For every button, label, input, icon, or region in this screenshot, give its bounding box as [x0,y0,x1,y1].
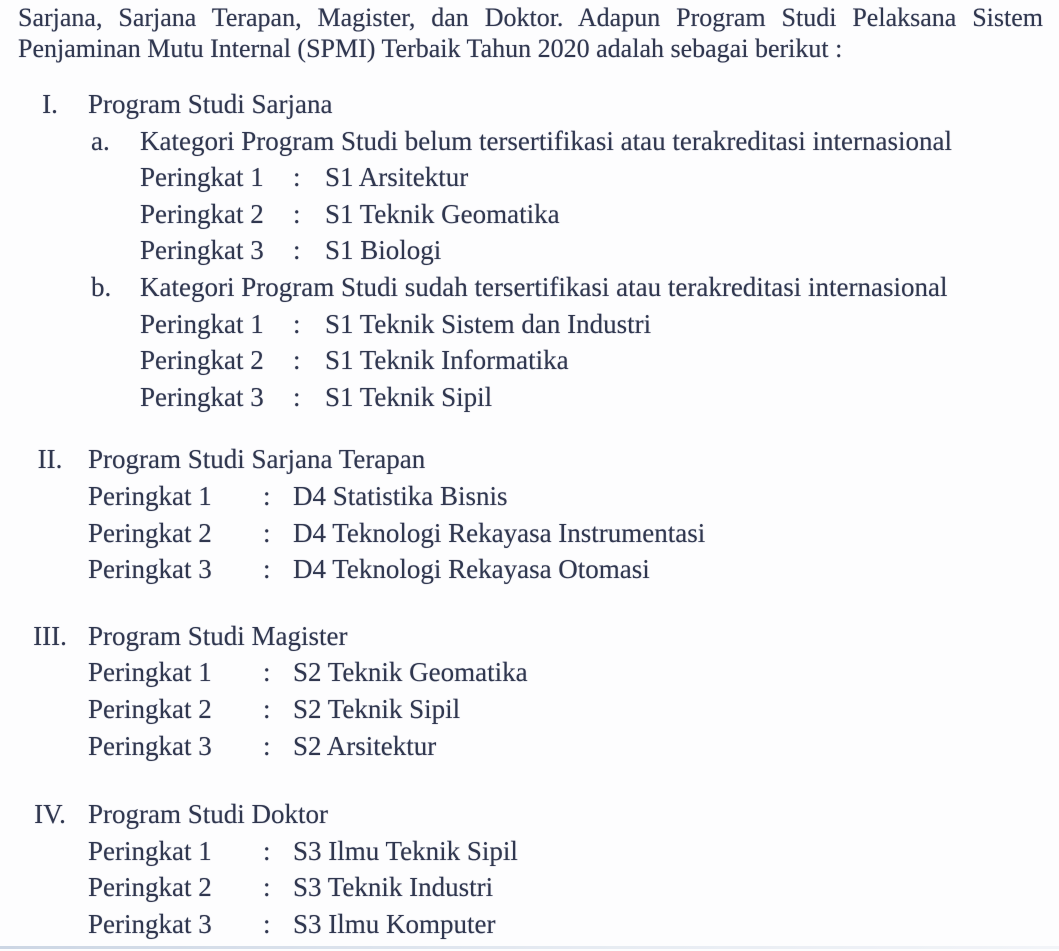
ranking-row [88,906,1043,943]
section-title: Program Studi Doktor [88,799,328,830]
section-numeral: IV. [34,799,66,830]
ranking-label: Peringkat 2 [140,198,264,229]
ranking-separator: : [293,308,301,339]
ranking-separator: : [263,908,271,939]
ranking-row [88,551,1043,588]
section-heading [18,618,1043,655]
ranking-value: S3 Teknik Industri [293,872,494,903]
ranking-label: Peringkat 2 [88,872,212,903]
ranking-label: Peringkat 3 [88,730,212,761]
section-heading [18,441,1043,478]
ranking-value: S1 Biologi [325,235,442,266]
ranking-row [140,342,1043,379]
ranking-label: Peringkat 3 [88,554,212,585]
ranking-separator: : [263,554,271,585]
ranking-row [140,232,1043,269]
ranking-separator: : [293,198,301,229]
category-marker: b. [91,271,112,302]
section-title: Program Studi Magister [88,620,348,651]
ranking-label: Peringkat 2 [88,517,212,548]
ranking-row [140,196,1043,233]
ranking-separator: : [263,835,271,866]
ranking-separator: : [263,872,271,903]
ranking-value: S2 Teknik Sipil [293,693,461,724]
category-heading [91,269,1043,306]
ranking-value: D4 Teknologi Rekayasa Otomasi [293,554,650,585]
ranking-row [88,869,1043,906]
category-b [18,269,1043,415]
ranking-separator: : [263,480,271,511]
category-heading [91,123,1043,160]
section-numeral: II. [37,444,63,475]
ranking-separator: : [263,730,271,761]
section-title: Program Studi Sarjana [88,89,333,119]
section-magister [18,618,1043,764]
ranking-value: S1 Teknik Sistem dan Industri [325,308,652,339]
ranking-label: Peringkat 1 [140,308,264,339]
ranking-label: Peringkat 1 [140,162,264,193]
ranking-label: Peringkat 1 [88,480,212,511]
ranking-row [88,833,1043,870]
ranking-value: S1 Teknik Sipil [325,381,493,412]
section-numeral: I. [42,89,58,119]
ranking-row [88,728,1043,765]
ranking-row [88,515,1043,552]
ranking-value: S1 Arsitektur [325,162,469,193]
ranking-separator: : [263,517,271,548]
section-title: Program Studi Sarjana Terapan [88,444,426,475]
ranking-separator: : [293,162,301,193]
ranking-value: D4 Teknologi Rekayasa Instrumentasi [293,517,706,548]
ranking-row [140,159,1043,196]
ranking-label: Peringkat 3 [140,235,264,266]
ranking-label: Peringkat 1 [88,657,212,688]
section-heading [18,86,1043,123]
ranking-separator: : [263,657,271,688]
ranking-value: S3 Ilmu Teknik Sipil [293,835,518,866]
intro-line-1: Sarjana, Sarjana Terapan, Magister, dan Doktor. Adapun Program Studi Pelaksana Sistem [18,3,1043,32]
ranking-value: S2 Arsitektur [293,730,437,761]
ranking-label: Peringkat 3 [88,908,212,939]
ranking-value: D4 Statistika Bisnis [293,480,508,511]
category-title: Kategori Program Studi sudah tersertifikasi atau terakreditasi internasional [140,271,948,302]
ranking-row [88,691,1043,728]
category-marker: a. [91,125,110,156]
ranking-label: Peringkat 2 [140,345,264,376]
ranking-separator: : [293,235,301,266]
ranking-label: Peringkat 2 [88,693,212,724]
intro-line-2: Penjaminan Mutu Internal (SPMI) Terbaik Tahun 2020 adalah sebagai berikut : [18,34,843,63]
ranking-label: Peringkat 3 [140,381,264,412]
ranking-value: S2 Teknik Geomatika [293,657,528,688]
ranking-value: S1 Teknik Informatika [325,345,569,376]
ranking-value: S1 Teknik Geomatika [325,198,560,229]
ranking-row [88,478,1043,515]
scan-artifact-line [0,946,1059,949]
ranking-label: Peringkat 1 [88,835,212,866]
ranking-separator: : [293,345,301,376]
intro-paragraph [18,2,1043,64]
ranking-row [140,379,1043,416]
section-sarjana [18,86,1043,415]
ranking-row [88,654,1043,691]
ranking-value: S3 Ilmu Komputer [293,908,496,939]
category-a [18,123,1043,269]
ranking-row [140,306,1043,343]
ranking-separator: : [293,381,301,412]
ranking-separator: : [263,693,271,724]
section-doktor [18,796,1043,942]
section-heading [18,796,1043,833]
category-title: Kategori Program Studi belum tersertifikasi atau terakreditasi internasional [140,125,953,156]
section-sarjana-terapan [18,441,1043,587]
section-numeral: III. [33,620,67,651]
